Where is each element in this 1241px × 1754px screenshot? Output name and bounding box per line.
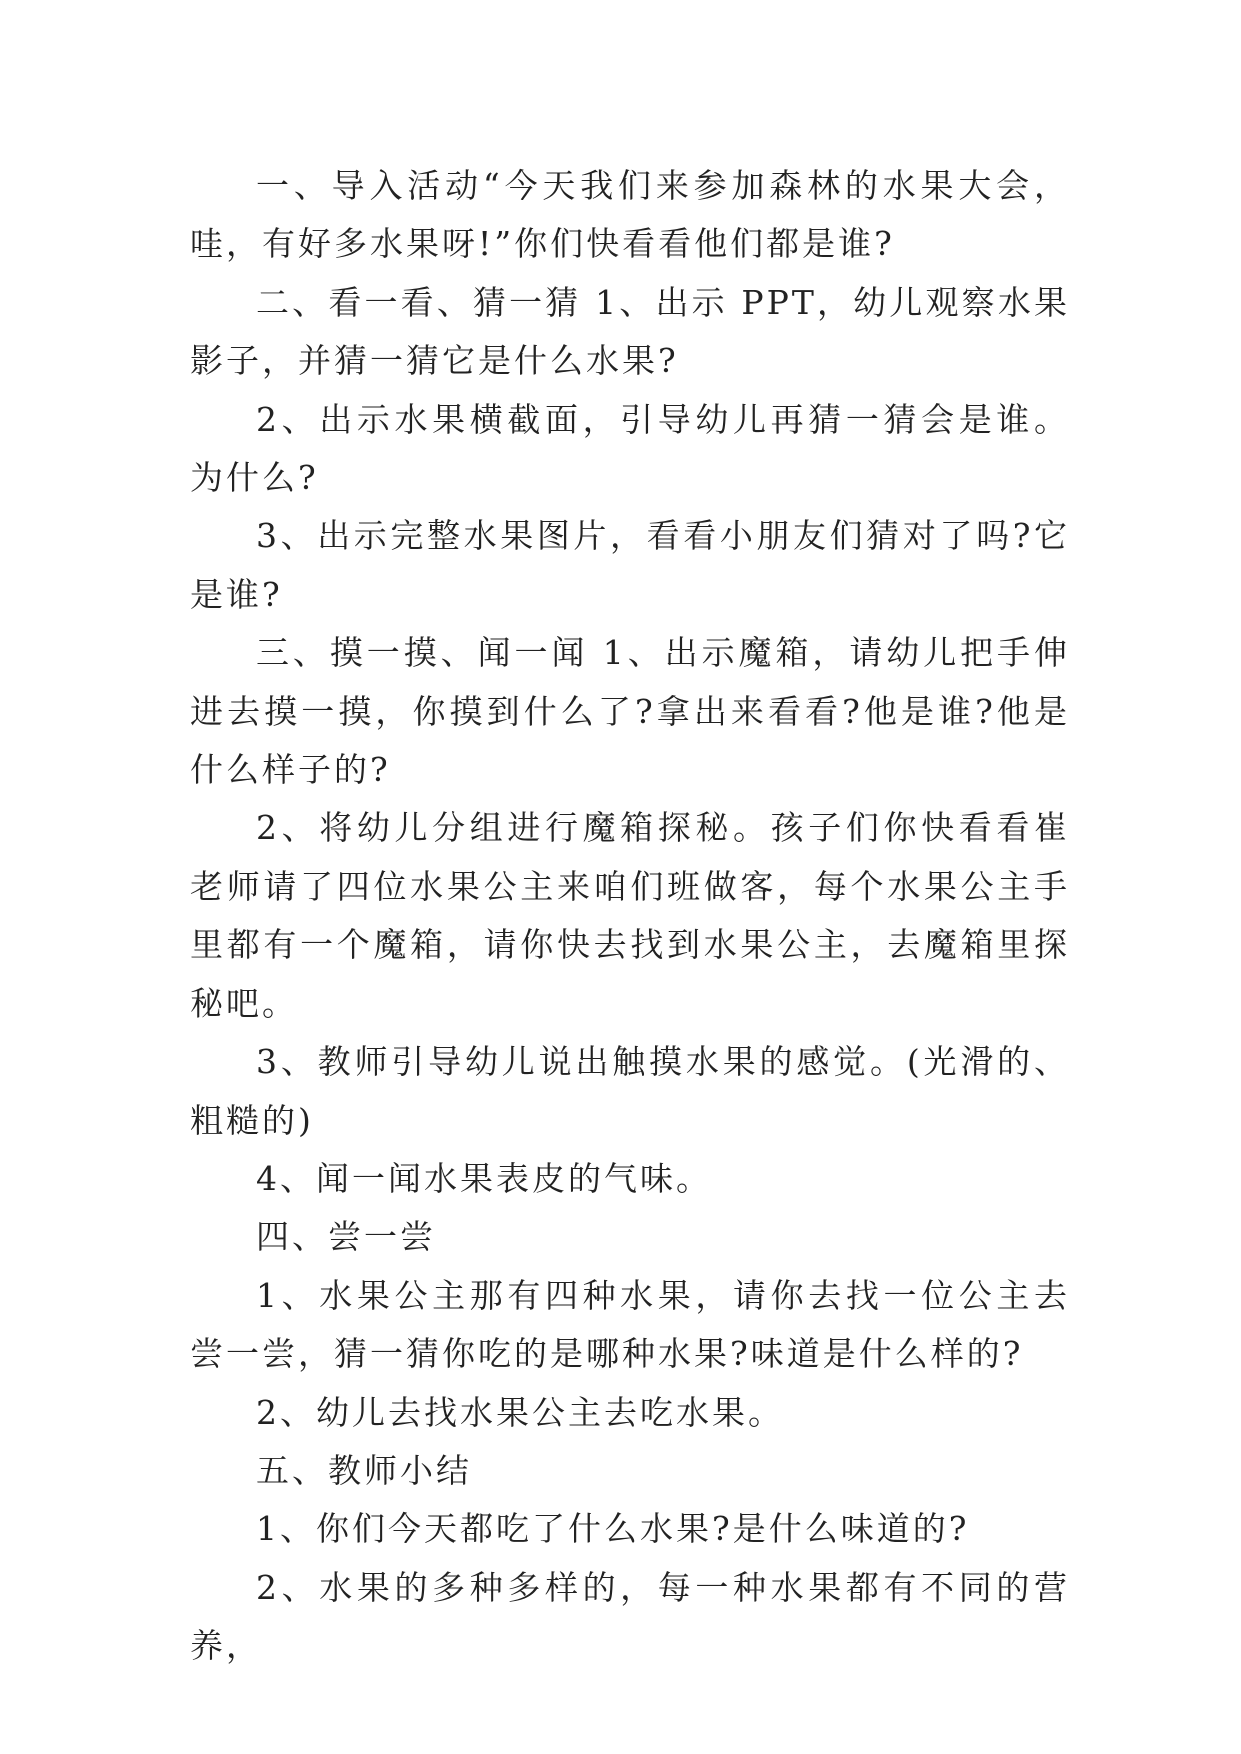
- paragraph-look-and-guess: 二、看一看、猜一猜 1、出示 PPT，幼儿观察水果影子，并猜一猜它是什么水果?: [190, 282, 1070, 381]
- paragraph-summary-variety: 2、水果的多种多样的，每一种水果都有不同的营养，: [190, 1567, 1070, 1666]
- paragraph-summary-question: 1、你们今天都吃了什么水果?是什么味道的?: [256, 1509, 970, 1549]
- paragraph-magic-box-groups: 2、将幼儿分组进行魔箱探秘。孩子们你快看看崔老师请了四位水果公主来咱们班做客，每个水果公主手里都有一个魔箱，请你快去找到水果公主，去魔箱里探秘吧。: [190, 808, 1070, 1023]
- paragraph-smell-peel: 4、闻一闻水果表皮的气味。: [256, 1158, 712, 1198]
- paragraph-eat-fruit: 2、幼儿去找水果公主去吃水果。: [256, 1392, 784, 1432]
- document-body: [190, 157, 1070, 1676]
- paragraph-taste-fruit: 1、水果公主那有四种水果，请你去找一位公主去尝一尝，猜一猜你吃的是哪种水果?味道是什么样的?: [190, 1275, 1070, 1374]
- paragraph-full-picture: 3、出示完整水果图片，看看小朋友们猜对了吗?它是谁?: [190, 516, 1070, 614]
- paragraph-heading-taste: 四、尝一尝: [256, 1217, 436, 1257]
- paragraph-heading-summary: 五、教师小结: [256, 1450, 472, 1490]
- paragraph-touch-feeling: 3、教师引导幼儿说出触摸水果的感觉。(光滑的、粗糙的): [190, 1042, 1070, 1140]
- paragraph-cross-section: 2、出示水果横截面，引导幼儿再猜一猜会是谁。为什么?: [190, 399, 1070, 498]
- paragraph-intro-activity: 一、导入活动“今天我们来参加森林的水果大会，哇，有好多水果呀!”你们快看看他们都是谁?: [190, 166, 1070, 264]
- paragraph-touch-and-smell: 三、摸一摸、闻一闻 1、出示魔箱，请幼儿把手伸进去摸一摸，你摸到什么了?拿出来看看?他是谁?他是什么样子的?: [190, 633, 1070, 790]
